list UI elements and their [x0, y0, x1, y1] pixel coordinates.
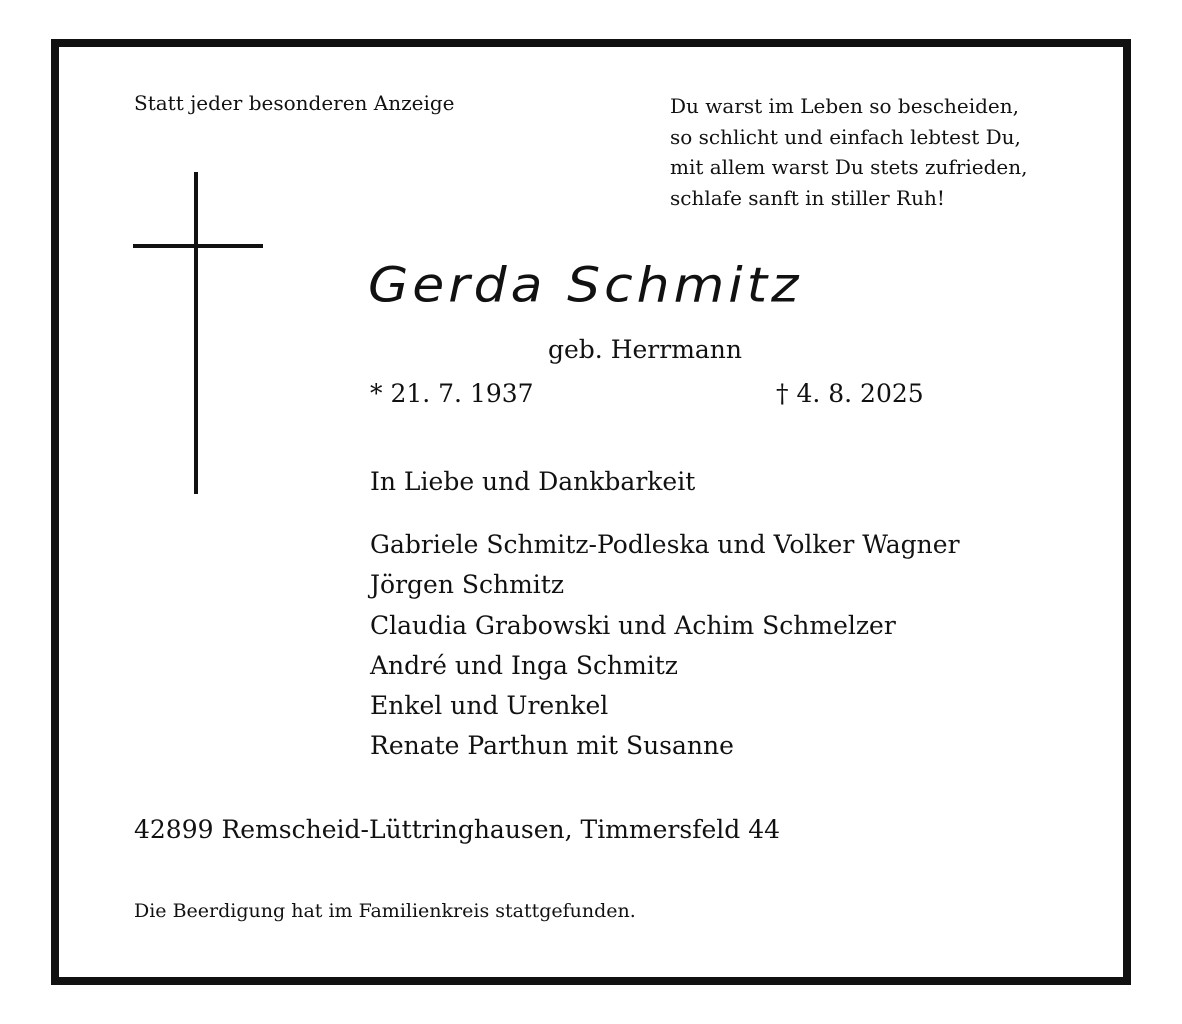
- mourner-line: Enkel und Urenkel: [370, 691, 609, 721]
- death-date: † 4. 8. 2025: [776, 379, 924, 408]
- poem-line: mit allem warst Du stets zufrieden,: [670, 155, 1028, 179]
- poem-line: so schlicht und einfach lebtest Du,: [670, 124, 1021, 149]
- mourner-line: Claudia Grabowski und Achim Schmelzer: [370, 610, 896, 640]
- intro-text: Statt jeder besonderen Anzeige: [134, 91, 455, 115]
- mourner-line: Gabriele Schmitz-Podleska und Volker Wagner: [370, 530, 960, 559]
- deceased-name: Gerda Schmitz: [368, 258, 803, 314]
- burial-note: Die Beerdigung hat im Familienkreis stattgefunden.: [134, 900, 636, 922]
- mourner-line: Jörgen Schmitz: [370, 570, 565, 600]
- greeting-text: In Liebe und Dankbarkeit: [370, 467, 696, 496]
- poem-line: Du warst im Leben so bescheiden,: [670, 94, 1020, 118]
- mourner-line: Renate Parthun mit Susanne: [370, 731, 734, 761]
- birth-date: * 21. 7. 1937: [370, 379, 534, 408]
- mourners-list: [370, 525, 960, 767]
- maiden-name: geb. Herrmann: [548, 335, 743, 364]
- poem: [670, 91, 1027, 213]
- mourner-line: André und Inga Schmitz: [370, 650, 678, 680]
- cross-horizontal-bar: [133, 244, 263, 248]
- cross-icon: [133, 172, 263, 494]
- cross-vertical-bar: [194, 172, 198, 494]
- poem-line: schlafe sanft in stiller Ruh!: [670, 185, 945, 210]
- address: 42899 Remscheid-Lüttringhausen, Timmersfeld 44: [134, 815, 781, 844]
